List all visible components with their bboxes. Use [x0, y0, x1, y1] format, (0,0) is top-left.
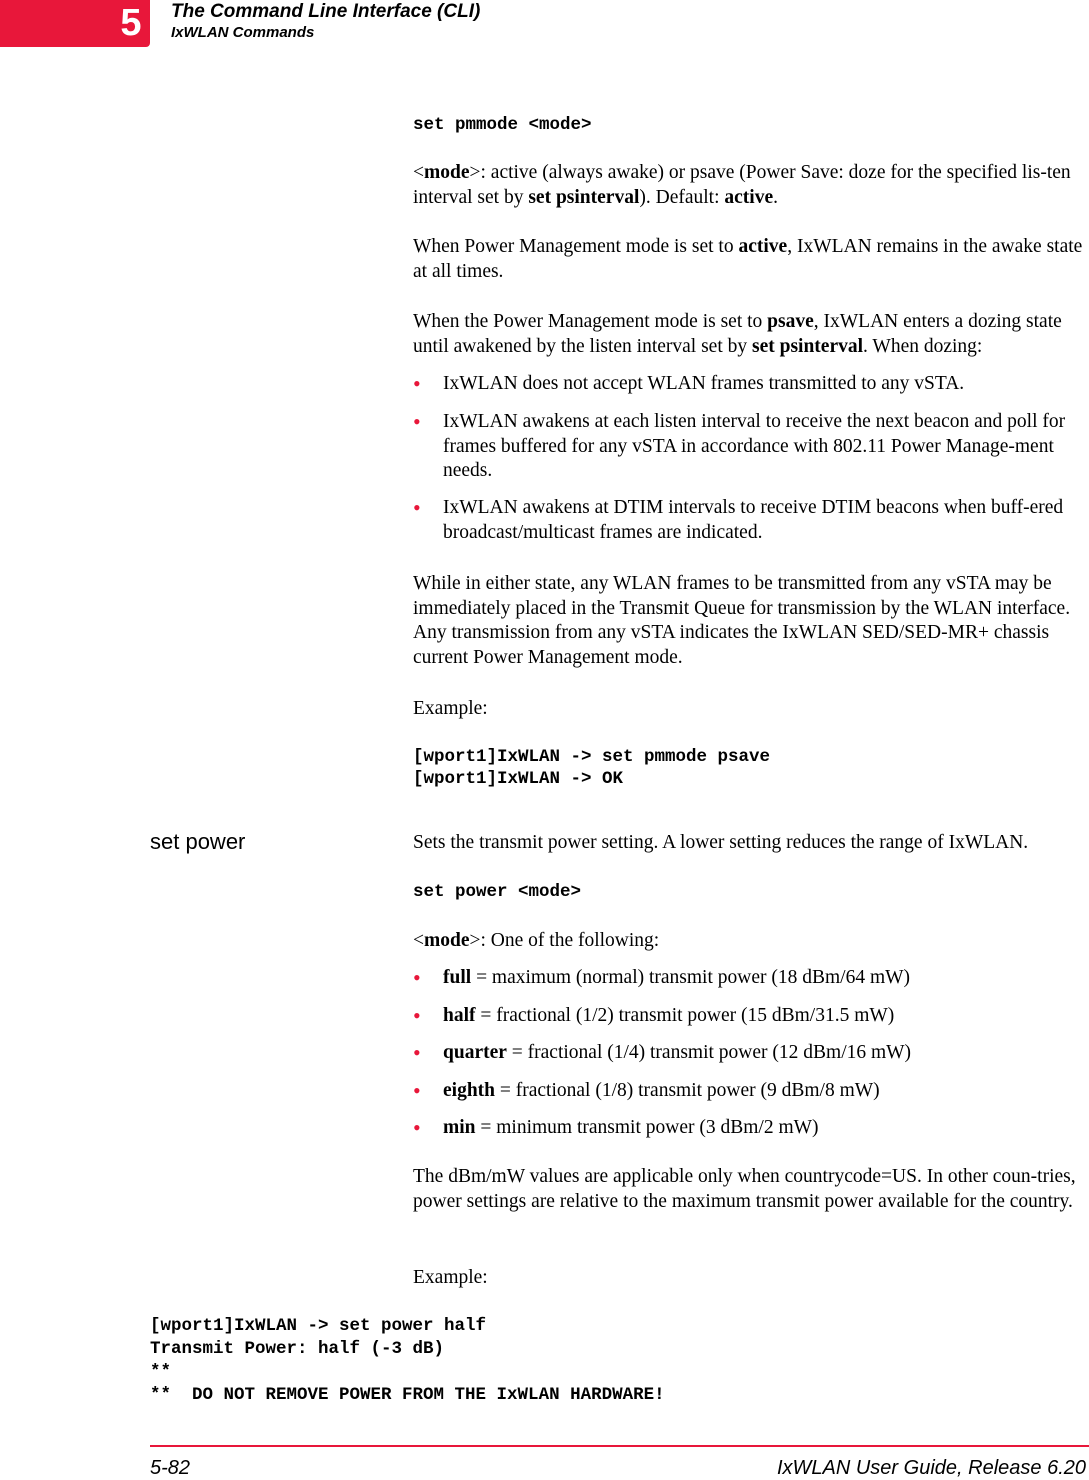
pmmode-either-state-paragraph: While in either state, any WLAN frames to be transmitted from any vSTA may be immediately placed in the Transmit Queue for transmission by the WLAN interface. Any transmission from any vSTA indicates the IxWLAN SED/SED-MR+ chassis current Power Management mode. [413, 573, 1071, 668]
power-example-line: [wport1]IxWLAN -> set power half [150, 1316, 487, 1336]
set-power-heading: set power [150, 829, 246, 854]
chapter-number: 5 [120, 2, 142, 44]
power-mode-definition: <mode>: One of the following: [413, 930, 660, 951]
page-number: 5-82 [150, 1457, 191, 1479]
power-example-line: ** [150, 1362, 172, 1382]
bullet-icon: • [413, 495, 421, 520]
bullet-icon: • [413, 1078, 421, 1103]
pmmode-mode-definition: <mode>: active (always awake) or psave (Power Save: doze for the specified lis-ten interval set by set psinterval). Default: active. [413, 162, 1071, 208]
running-header-title: The Command Line Interface (CLI) [171, 1, 481, 22]
power-example-line: Transmit Power: half (-3 dB) [150, 1339, 445, 1359]
pmmode-example-label: Example: [413, 698, 488, 719]
pmmode-example-line: [wport1]IxWLAN -> OK [413, 769, 624, 789]
pmmode-syntax: set pmmode <mode> [413, 115, 592, 135]
bullet-icon: • [413, 371, 421, 396]
guide-title: IxWLAN User Guide, Release 6.20 [776, 1457, 1086, 1479]
chapter-tab [0, 0, 150, 47]
running-header-subtitle: IxWLAN Commands [171, 24, 315, 41]
pmmode-example-line: [wport1]IxWLAN -> set pmmode psave [413, 747, 771, 767]
bullet-icon: • [413, 1040, 421, 1065]
power-intro: Sets the transmit power setting. A lower setting reduces the range of IxWLAN. [413, 832, 1029, 853]
bullet-icon: • [413, 1003, 421, 1028]
footer-divider [150, 1445, 1089, 1447]
bullet-icon: • [413, 1115, 421, 1140]
power-syntax: set power <mode> [413, 882, 582, 902]
bullet-icon: • [413, 409, 421, 434]
bullet-icon: • [413, 965, 421, 990]
power-example-line: ** DO NOT REMOVE POWER FROM THE IxWLAN HARDWARE! [150, 1385, 665, 1405]
pmmode-psave-paragraph: When the Power Management mode is set to psave, IxWLAN enters a dozing state until awakened by the listen interval set by set psinterval. When dozing: [413, 311, 1062, 357]
pmmode-active-paragraph: When Power Management mode is set to active, IxWLAN remains in the awake state at all times. [413, 236, 1083, 282]
power-example-label: Example: [413, 1267, 488, 1288]
power-note: The dBm/mW values are applicable only when countrycode=US. In other coun-tries, power settings are relative to the maximum transmit power available for the country. [413, 1166, 1076, 1212]
